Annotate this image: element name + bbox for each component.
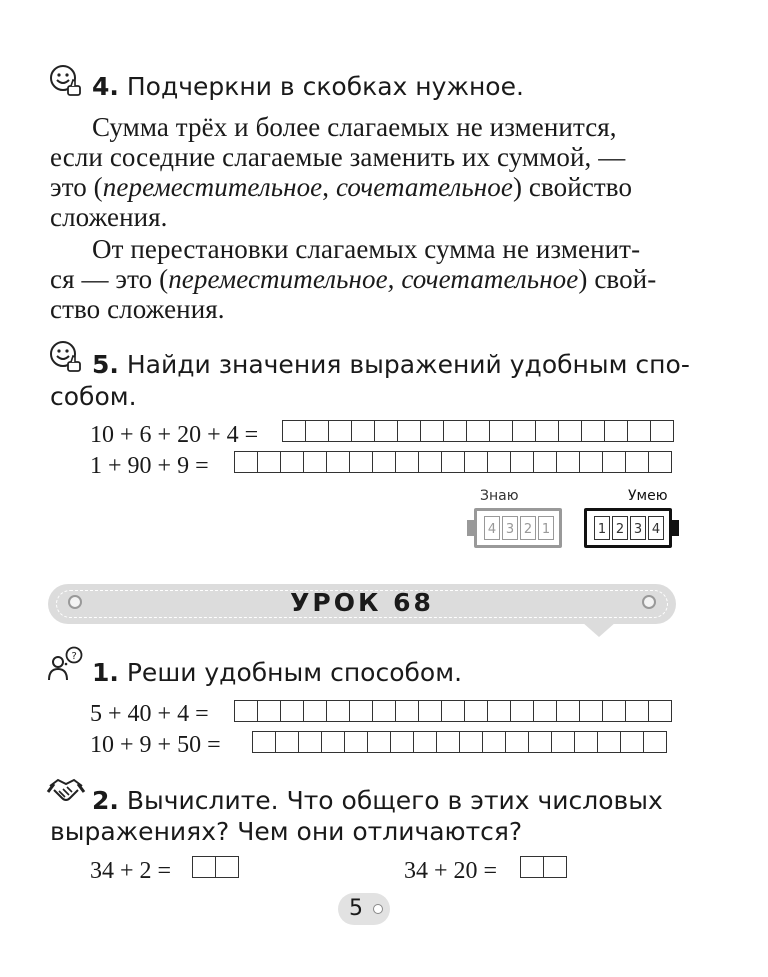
banner-tail xyxy=(582,622,616,637)
thinking-person-icon xyxy=(46,646,86,682)
options-pair[interactable]: переместительное, сочетательное xyxy=(168,264,579,294)
lesson-banner xyxy=(48,584,676,624)
expression-2: 10 + 9 + 50 = xyxy=(90,732,221,758)
option-commutative[interactable]: переместительное xyxy=(102,172,323,202)
task-4-p1-line2: если соседние слагаемые заменить их суммой, — xyxy=(50,142,626,172)
expression-1: 5 + 40 + 4 = xyxy=(90,701,209,727)
smiley-thumbs-up-icon xyxy=(48,64,84,98)
expression-1: 34 + 2 = xyxy=(90,858,172,884)
expression-2: 34 + 20 = xyxy=(404,858,498,884)
task-5-title-line2: собом. xyxy=(50,382,137,411)
handshake-icon xyxy=(46,772,86,808)
know-battery[interactable] xyxy=(474,508,562,548)
lesson-task-1-title xyxy=(92,658,462,688)
task-title-text: Реши удобным способом. xyxy=(126,658,463,687)
svg-text:?: ? xyxy=(71,651,77,662)
task-title-text: Найди значения выражений удобным спо- xyxy=(126,350,690,379)
lesson-title: УРОК 68 xyxy=(290,588,434,617)
answer-cells[interactable] xyxy=(520,856,567,878)
task-number: 1. xyxy=(92,658,119,687)
answer-cells[interactable] xyxy=(234,451,672,473)
task-5-title xyxy=(92,350,690,380)
answer-cells[interactable] xyxy=(252,731,667,753)
know-cell: 2 xyxy=(520,516,536,540)
expression-2: 1 + 90 + 9 = xyxy=(90,453,209,479)
can-cell: 1 xyxy=(594,516,610,540)
task-4-p1-line3: это (переместительное, сочетательное) свойство xyxy=(50,172,633,202)
task-4-p1-line4: сложения. xyxy=(50,202,168,232)
know-label: Знаю xyxy=(480,488,519,504)
answer-cells[interactable] xyxy=(234,700,672,722)
know-cell: 4 xyxy=(484,516,500,540)
page-number: 5 xyxy=(349,896,363,921)
battery-terminal xyxy=(672,520,679,536)
lesson-task-2-title-line2: выражениях? Чем они отличаются? xyxy=(50,817,523,846)
answer-cells[interactable] xyxy=(192,856,239,878)
task-4-p2-line2: ся — это (переместительное, сочетательное) свой- xyxy=(50,264,657,294)
smiley-thumbs-up-icon xyxy=(48,340,84,374)
task-4-title xyxy=(92,72,524,102)
task-number: 2. xyxy=(92,786,119,815)
task-4-p2-line1: От перестановки слагаемых сумма не изменит- xyxy=(92,234,641,264)
task-title-text: Вычислите. Что общего в этих числовых xyxy=(126,786,663,815)
task-number: 5. xyxy=(92,350,119,379)
page-dot xyxy=(373,904,383,914)
battery-terminal xyxy=(467,520,474,536)
task-number: 4. xyxy=(92,72,119,101)
answer-cells[interactable] xyxy=(282,420,674,442)
task-title-text: Подчеркни в скобках нужное. xyxy=(126,72,524,101)
can-cell: 2 xyxy=(612,516,628,540)
lesson-task-2-title xyxy=(92,786,663,816)
can-cell: 3 xyxy=(630,516,646,540)
can-label: Умею xyxy=(628,488,668,504)
can-battery[interactable] xyxy=(584,508,672,548)
expression-1: 10 + 6 + 20 + 4 = xyxy=(90,422,259,448)
know-cell: 3 xyxy=(502,516,518,540)
know-cell: 1 xyxy=(538,516,554,540)
task-4-p2-line3: ство сложения. xyxy=(50,294,225,324)
option-associative[interactable]: сочетательное xyxy=(335,172,513,202)
can-cell: 4 xyxy=(648,516,664,540)
task-4-p1-line1: Сумма трёх и более слагаемых не изменится, xyxy=(92,112,617,142)
